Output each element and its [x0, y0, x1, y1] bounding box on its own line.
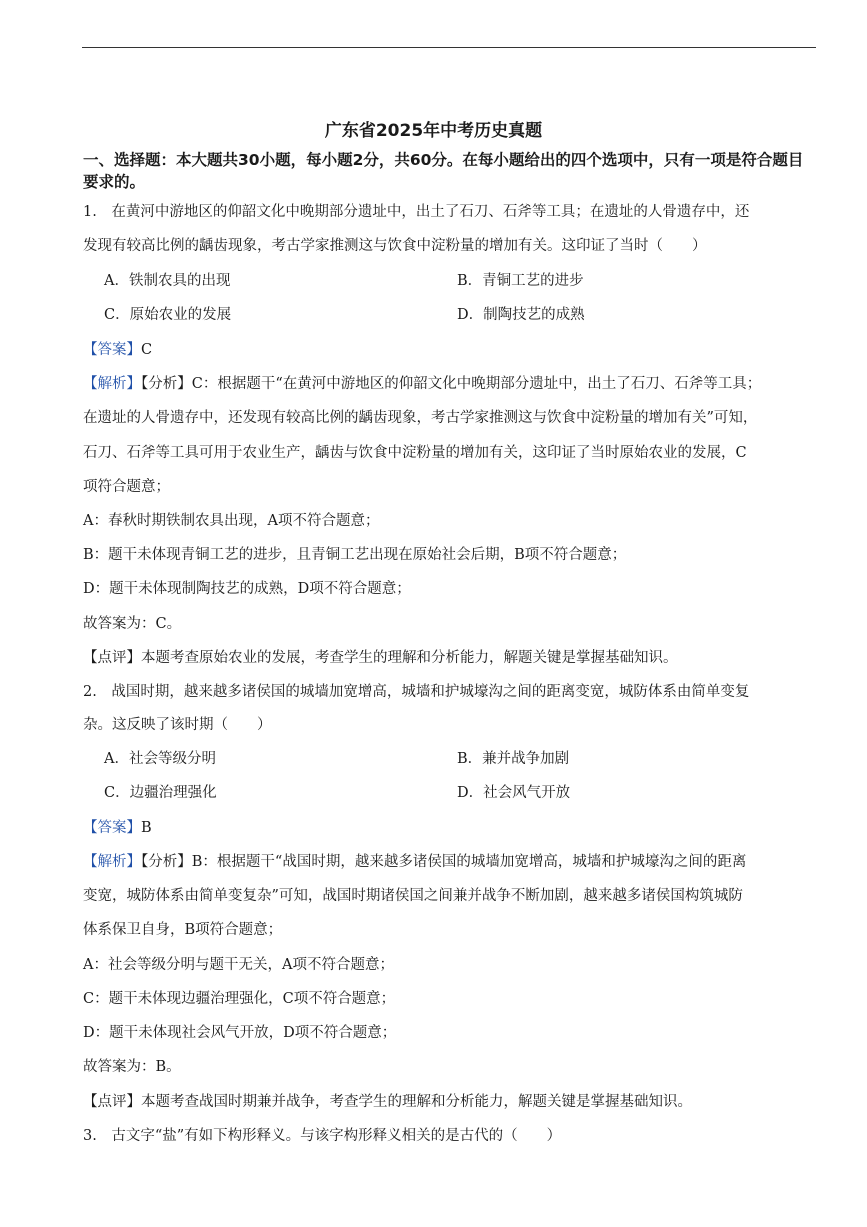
q1-option-b: B．青铜工艺的进步	[457, 273, 584, 289]
q1-analysis-line3: 石刀、石斧等工具可用于农业生产，龋齿与饮食中淀粉量的增加有关，这印证了当时原始农业的发展，C	[83, 445, 747, 461]
q1-analysis-line2: 在遗址的人骨遗存中，还发现有较高比例的龋齿现象，考古学家推测这与饮食中淀粉量的增加有关”可知，	[83, 410, 758, 426]
q1-option-a: A．铁制农具的出现	[104, 273, 231, 289]
q2-stem-line1: 2. 战国时期，越来越多诸侯国的城墙加宽增高，城墙和护城壕沟之间的距离变宽，城防体系由简单变复	[83, 684, 750, 700]
q1-answer-value: C	[141, 342, 153, 358]
review-tag: 【点评】	[83, 650, 141, 666]
q2-analysis-text1: 【分析】B：根据题干“战国时期，越来越多诸侯国的城墙加宽增高，城墙和护城壕沟之间的距离	[141, 854, 747, 870]
q1-stem-line2: 发现有较高比例的龋齿现象，考古学家推测这与饮食中淀粉量的增加有关。这印证了当时（ ）	[83, 238, 707, 254]
q2-analysis-line1	[83, 852, 746, 872]
q1-review	[83, 648, 678, 668]
review-tag: 【点评】	[83, 1094, 141, 1110]
q2-analysis-line6: D：题干未体现社会风气开放，D项不符合题意；	[83, 1025, 397, 1041]
q2-option-a: A．社会等级分明	[104, 751, 216, 767]
q1-analysis-line6: B：题干未体现青铜工艺的进步，且青铜工艺出现在原始社会后期，B项不符合题意；	[83, 547, 627, 563]
q1-analysis-line4: 项符合题意；	[83, 479, 170, 495]
q2-answer-value: B	[141, 820, 152, 836]
q2-analysis-line7: 故答案为：B。	[83, 1059, 181, 1075]
q1-analysis-line8: 故答案为：C。	[83, 616, 182, 632]
q2-analysis-line2: 变宽，城防体系由简单变复杂”可知，战国时期诸侯国之间兼并战争不断加剧，越来越多诸侯国构筑城防	[83, 888, 743, 904]
q1-review-text: 本题考查原始农业的发展，考查学生的理解和分析能力，解题关键是掌握基础知识。	[141, 650, 678, 666]
analysis-tag: 【解析】	[83, 376, 141, 392]
q2-answer	[83, 818, 152, 838]
section-heading: 一、选择题：本大题共30小题，每小题2分，共60分。在每小题给出的四个选项中，只有一项是符合题目要求的。	[83, 151, 804, 191]
q2-stem-line2: 杂。这反映了该时期（ ）	[83, 717, 272, 733]
answer-tag: 【答案】	[83, 820, 141, 836]
q3-stem-line1: 3. 古文字“盐”有如下构形释义。与该字构形释义相关的是古代的（ ）	[83, 1128, 562, 1144]
q2-analysis-line4: A：社会等级分明与题干无关，A项不符合题意；	[83, 957, 394, 973]
answer-tag: 【答案】	[83, 342, 141, 358]
q1-answer	[83, 340, 152, 360]
q2-analysis-line3: 体系保卫自身，B项符合题意；	[83, 922, 283, 938]
q2-review	[83, 1092, 692, 1112]
q2-option-b: B．兼并战争加剧	[457, 751, 570, 767]
q2-analysis-line5: C：题干未体现边疆治理强化，C项不符合题意；	[83, 991, 396, 1007]
analysis-tag: 【解析】	[83, 854, 141, 870]
q1-stem-line1: 1. 在黄河中游地区的仰韶文化中晚期部分遗址中，出土了石刀、石斧等工具；在遗址的人骨遗存中，还	[83, 204, 750, 220]
q1-analysis-line1	[83, 374, 761, 394]
q1-analysis-line7: D：题干未体现制陶技艺的成熟，D项不符合题意；	[83, 581, 411, 597]
header-rule	[82, 47, 816, 48]
page-title: 广东省2025年中考历史真题	[324, 121, 543, 141]
q1-option-c: C．原始农业的发展	[104, 307, 232, 323]
q1-analysis-line5: A：春秋时期铁制农具出现，A项不符合题意；	[83, 513, 380, 529]
q1-analysis-text1: 【分析】C：根据题干“在黄河中游地区的仰韶文化中晚期部分遗址中，出土了石刀、石斧等工具；	[141, 376, 762, 392]
q1-option-d: D．制陶技艺的成熟	[457, 307, 585, 323]
q2-review-text: 本题考查战国时期兼并战争，考查学生的理解和分析能力，解题关键是掌握基础知识。	[141, 1094, 692, 1110]
q2-option-d: D．社会风气开放	[457, 785, 571, 801]
q2-option-c: C．边疆治理强化	[104, 785, 217, 801]
